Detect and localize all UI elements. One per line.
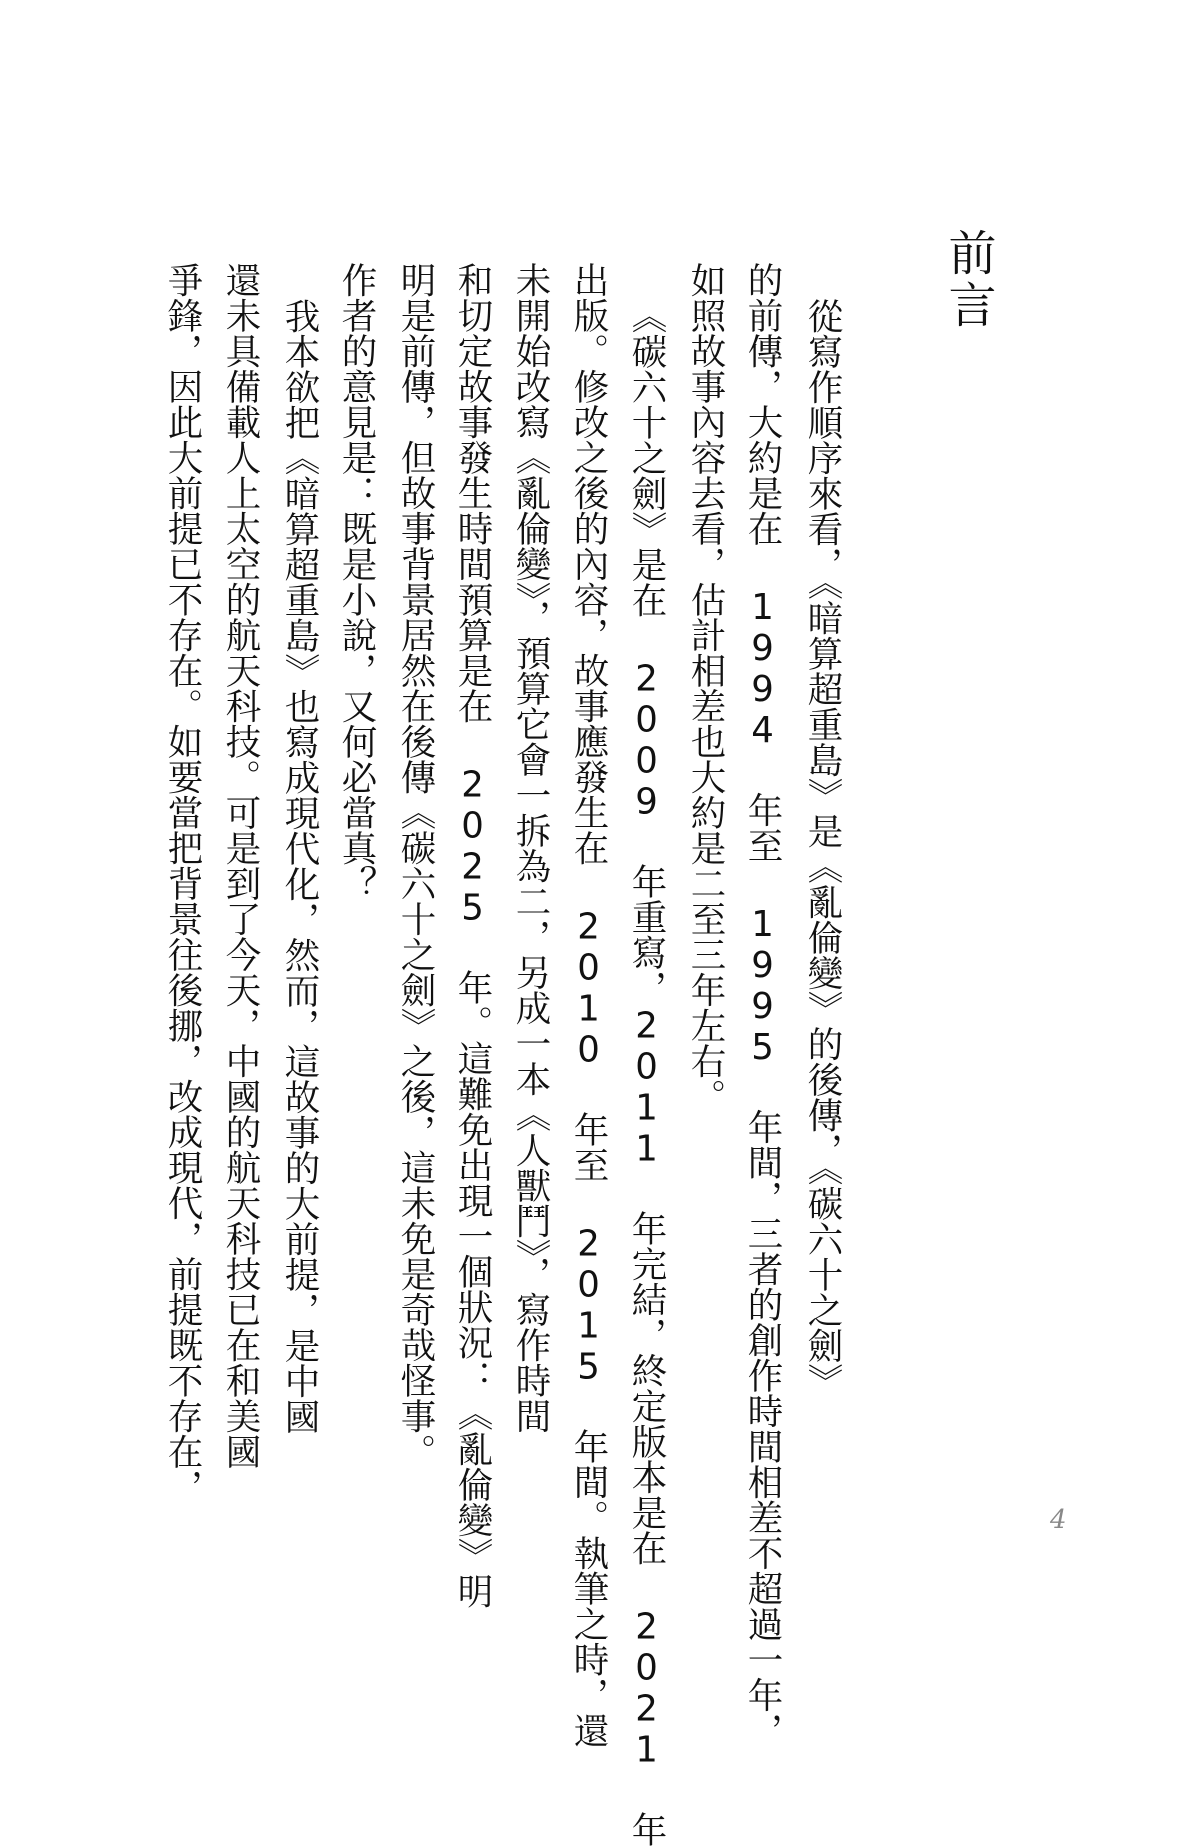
text-column-11: 還未具備載人上太空的航天科技。可是到了今天，中國的航天科技已在和美國 (220, 262, 261, 1469)
text-column-12: 爭鋒，因此大前提已不存在。如要當把背景往後挪，改成現代，前提既不存在， (162, 262, 203, 1505)
text-column-5: 出版。修改之後的內容，故事應發生在 2010 年至 2015 年間。執筆之時，還 (568, 262, 609, 1748)
text-column-6: 未開始改寫《亂倫變》，預算它會一拆為二，另成一本《人獸鬥》，寫作時間 (510, 262, 551, 1434)
text-column-2: 的前傳，大約是在 1994 年至 1995 年間，三者的創作時間相差不超過一年， (742, 262, 783, 1748)
text-column-9: 作者的意見是：既是小說，又何必當真？ (336, 262, 377, 901)
text-column-7: 和切定故事發生時間預算是在 2025 年。這難免出現一個狀況：《亂倫變》明 (452, 262, 493, 1609)
text-column-3: 如照故事內容去看，估計相差也大約是二至三年左右。 (685, 262, 726, 1114)
page-title: 前言 (940, 228, 996, 332)
text-column-10: 我本欲把《暗算超重島》也寫成現代化，然而，這故事的大前提，是中國 (279, 298, 320, 1434)
text-column-4: 《碳六十之劍》是在 2009 年重寫，2011 年完結，終定版本是在 2021 年 (626, 298, 667, 1847)
text-column-8: 明是前傳，但故事背景居然在後傳《碳六十之劍》之後，這未免是奇哉怪事。 (395, 262, 436, 1469)
text-column-1: 從寫作順序來看，《暗算超重島》是《亂倫變》的後傳，《碳六十之劍》 (802, 298, 843, 1399)
page-number: 4 (1050, 1505, 1067, 1535)
